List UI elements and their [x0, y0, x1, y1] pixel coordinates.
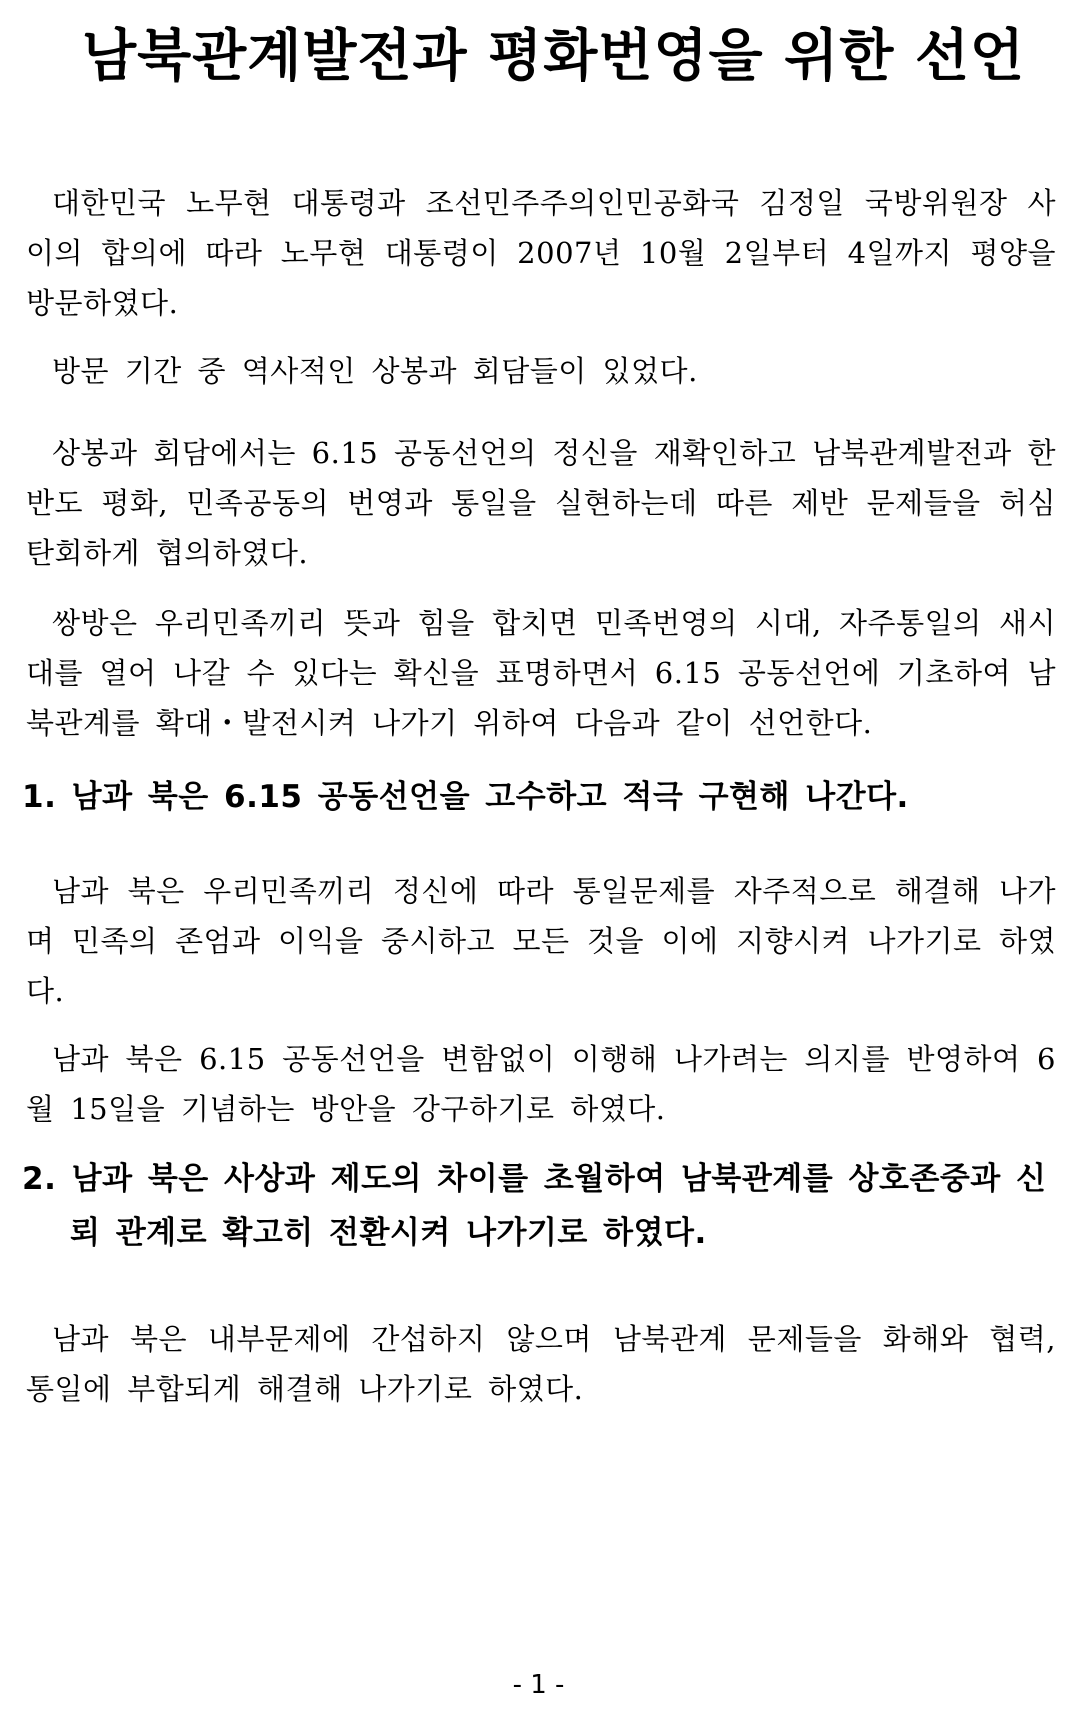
document-title: 남북관계발전과 평화번영을 위한 선언	[81, 24, 1026, 89]
article-paragraph	[26, 1034, 1056, 1134]
article-heading: 2. 남과 북은 사상과 제도의 차이를 초월하여 남북관계를 상호존중과 신뢰 관계로 확고히 전환시켜 나가기로 하였다.	[22, 1161, 1047, 1251]
paragraph-text: 상봉과 회담에서는 6.15 공동선언의 정신을 재확인하고 남북관계발전과 한반도 평화, 민족공동의 번영과 통일을 실현하는데 따른 제반 문제들을 허심탄회하게 협의하였다.	[26, 436, 1056, 570]
article-heading: 1. 남과 북은 6.15 공동선언을 고수하고 적극 구현해 나간다.	[22, 779, 909, 815]
paragraph	[26, 178, 1056, 328]
article-paragraph	[26, 1314, 1056, 1414]
paragraph	[26, 598, 1056, 748]
paragraph-text: 남과 북은 우리민족끼리 정신에 따라 통일문제를 자주적으로 해결해 나가며 민족의 존엄과 이익을 중시하고 모든 것을 이에 지향시켜 나가기로 하였다.	[26, 874, 1056, 1008]
paragraph-text: 방문 기간 중 역사적인 상봉과 회담들이 있었다.	[52, 354, 698, 388]
page-number: - 1 -	[512, 1670, 565, 1700]
paragraph-text: 쌍방은 우리민족끼리 뜻과 힘을 합치면 민족번영의 시대, 자주통일의 새시대를 열어 나갈 수 있다는 확신을 표명하면서 6.15 공동선언에 기초하여 남북관계를 확대・발전시켜 나가기 위하여 다음과 같이 선언한다.	[26, 606, 1056, 740]
paragraph-text: 대한민국 노무현 대통령과 조선민주주의인민공화국 김정일 국방위원장 사이의 합의에 따라 노무현 대통령이 2007년 10월 2일부터 4일까지 평양을 방문하였다.	[26, 186, 1056, 320]
article-paragraph	[26, 866, 1056, 1016]
paragraph	[26, 346, 1056, 396]
paragraph-text: 남과 북은 6.15 공동선언을 변함없이 이행해 나가려는 의지를 반영하여 6월 15일을 기념하는 방안을 강구하기로 하였다.	[26, 1042, 1056, 1126]
paragraph	[26, 428, 1056, 578]
paragraph-text: 남과 북은 내부문제에 간섭하지 않으며 남북관계 문제들을 화해와 협력, 통일에 부합되게 해결해 나가기로 하였다.	[26, 1322, 1056, 1406]
